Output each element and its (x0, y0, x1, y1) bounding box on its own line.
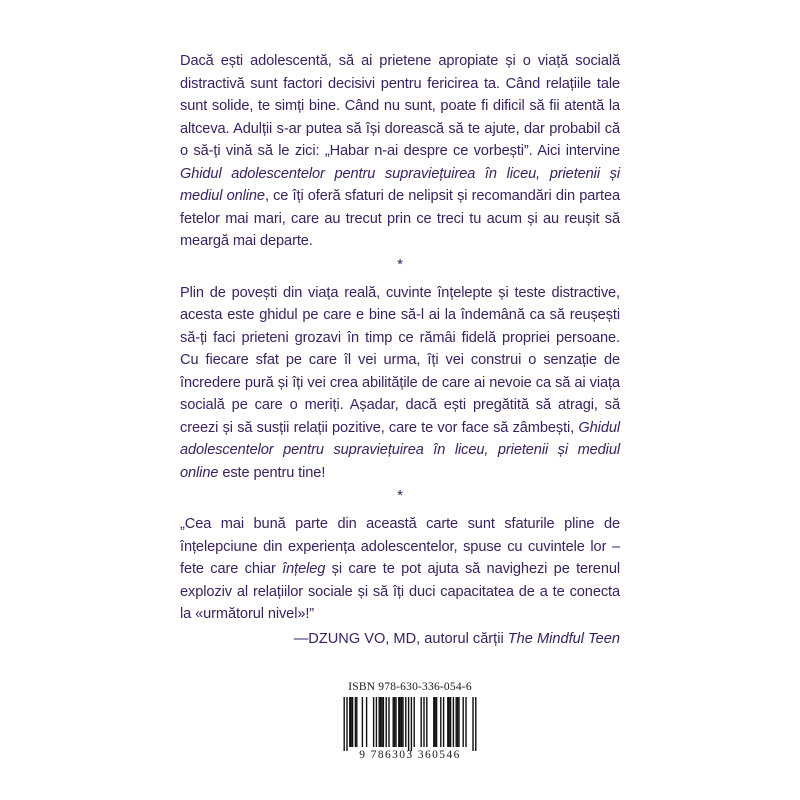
section-separator-2: * (397, 487, 403, 504)
barcode-bar (450, 697, 451, 747)
barcode-bar (380, 697, 381, 747)
back-cover-text (180, 50, 620, 650)
barcode-bar (453, 697, 454, 747)
barcode-bar (423, 697, 424, 747)
blurb-2-text-b: este pentru tine! (218, 464, 326, 481)
barcode-bar (379, 697, 380, 747)
section-separator-1: * (397, 255, 403, 273)
barcode-bar (366, 697, 367, 747)
barcode-bar (346, 697, 347, 751)
quote-attribution (180, 628, 620, 650)
barcode-bar (440, 697, 441, 747)
barcode-bar (355, 697, 356, 747)
barcode-bar (456, 697, 457, 747)
barcode-bar (405, 697, 406, 747)
barcode-bar (421, 697, 422, 747)
barcode-bars (336, 697, 484, 751)
barcode-bar (463, 697, 464, 747)
barcode-bar (411, 697, 412, 751)
barcode-bar (381, 697, 382, 747)
barcode-bar (447, 697, 448, 747)
barcode-bar (386, 697, 387, 747)
barcode-bar (349, 697, 350, 747)
barcode-digits: 9 786303 360546 (359, 749, 461, 761)
book-title-italic-2: Ghidul adolescentelor pentru supraviețuirea în liceu, prietenii și mediul online (180, 419, 620, 481)
barcode-bar (376, 697, 377, 747)
barcode-bar (475, 697, 476, 751)
barcode-bar (414, 697, 415, 747)
barcode-bar (433, 697, 434, 747)
endorsement-quote (180, 513, 620, 626)
barcode-bar (394, 697, 395, 747)
barcode-bar (465, 697, 466, 747)
quote-text-b: și care te pot ajuta să navighezi pe terenul exploziv al relațiilor sociale și să îți duci capacitatea de a te conecta la «următorul nivel»!” (180, 561, 621, 622)
barcode-bar (352, 697, 353, 747)
barcode-bar (383, 697, 384, 747)
isbn-label: ISBN 978-630-336-054-6 (348, 681, 472, 693)
barcode-bar (344, 697, 345, 751)
blurb-2-text-a: Plin de povești din viața reală, cuvinte înțelepte și teste distractive, acesta este ghidul pe care e bine să-l ai la îndemână ca să reușești să-ți faci prieteni grozavi în timp ce rămâi fidelă propriei persoane. Cu fiecare sfat pe care îl vei urma, îți vei construi o senzație de încredere pură și îți vei crea abilitățile de care ai nevoie ca să ai viața socială pe care o meriți. Așadar, dacă ești pregătită să atragi, să creezi și să susții relații pozitive, care te vor face să zâmbești, (180, 284, 620, 436)
barcode-bar (457, 697, 458, 747)
barcode-bar (393, 697, 394, 747)
barcode-bar (395, 697, 396, 747)
barcode-bar (400, 697, 401, 747)
barcode-bar (443, 697, 444, 747)
barcode-bar (373, 697, 374, 747)
barcode-bar (362, 697, 363, 747)
barcode-bar (351, 697, 352, 747)
attribution-book-title: The Mindful Teen (507, 630, 620, 647)
attribution-author: —DZUNG VO, MD, autorul cărții (293, 630, 508, 647)
barcode-bar (472, 697, 473, 751)
barcode-bar (426, 697, 427, 747)
barcode-bar (398, 697, 399, 747)
barcode-bar (435, 697, 436, 747)
quote-text-a: „Cea mai bună parte din această carte sunt sfaturile pline de înțelepciune din experiența adolescentelor, spuse cu cuvintele lor – fete care chiar (180, 516, 620, 577)
book-title-italic-1: Ghidul adolescentelor pentru supraviețuirea în liceu, prietenii și mediul online (180, 165, 620, 204)
blurb-paragraph-2 (180, 282, 620, 485)
barcode-bar (458, 697, 459, 747)
barcode-bar (449, 697, 450, 747)
barcode-bar (401, 697, 402, 747)
blurb-paragraph-1 (180, 50, 620, 253)
barcode-bar (388, 697, 389, 747)
blurb-1-text-a: Dacă ești adolescentă, să ai prietene apropiate și o viață socială distractivă sunt factori decisivi pentru fericirea ta. Când relațiile tale sunt solide, te simți bine. Când nu sunt, poate fi dificil să fii atentă la altceva. Adulții s-ar putea să își dorească să te ajute, dar probabil că o să-ți vină să le zici: „Habar n-ai despre ce vorbești”. Aici intervine (180, 53, 620, 159)
quote-emphasis: înțeleg (282, 561, 326, 577)
barcode-bar (402, 697, 403, 747)
barcode-bar (408, 697, 409, 751)
isbn-barcode (336, 681, 484, 765)
barcode-bar (436, 697, 437, 747)
blurb-1-text-b: , ce îți oferă sfaturi de nelipsit și recomandări din partea fetelor mai mari, care au trecut prin ce treci tu acum și au reușit să meargă mai departe. (180, 188, 620, 249)
barcode-bar (356, 697, 357, 747)
